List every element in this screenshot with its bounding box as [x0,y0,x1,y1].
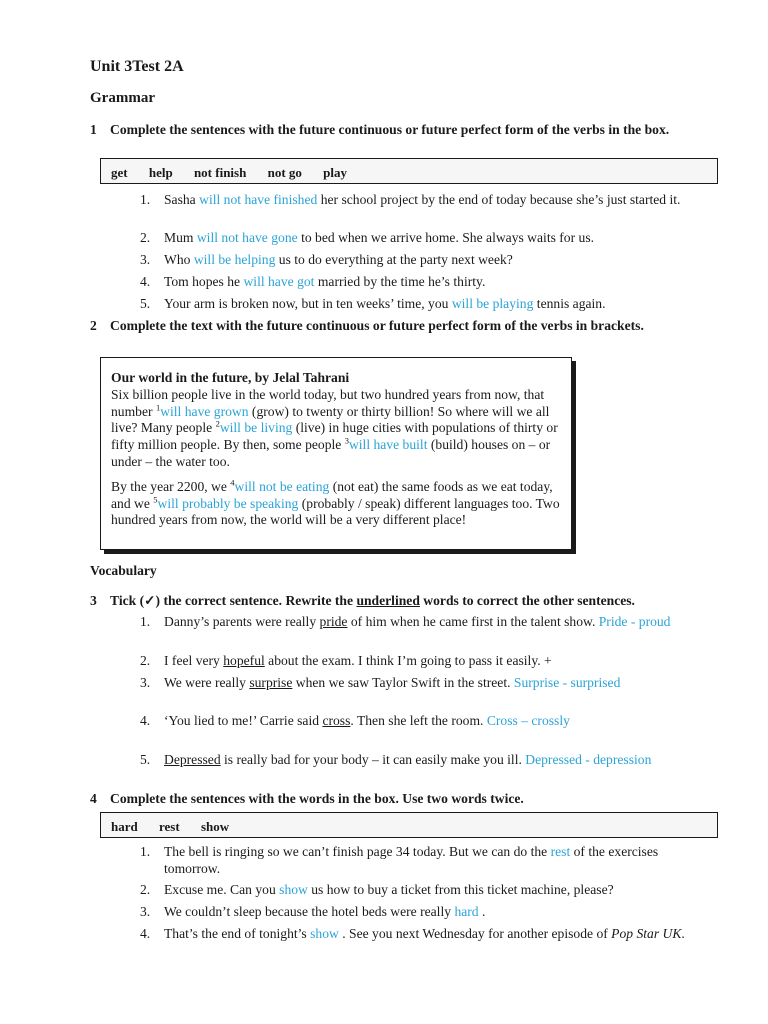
q3-list-item: 3. We were really surprise when we saw Taylor Swift in the street. Surprise - surprised [140,675,621,690]
answer-text: will probably be speaking [157,495,299,511]
text-title: Our world in the future, by Jelal Tahrani [111,370,350,385]
word-box-q1 [100,158,718,184]
tick-mark: ✓ [144,593,156,608]
answer-text: will have grown [160,403,249,419]
answer-text: show [279,882,308,897]
word-box-item: not go [267,165,302,180]
answer-text: Cross – crossly [486,713,570,728]
answer-text: will not have finished [199,192,318,207]
q3-list-item: 5. Depressed is really bad for your body – it can easily make you ill. Depressed - depression [140,752,652,767]
answer-text: will not be eating [234,478,330,494]
answer-text: hard [454,904,479,919]
vocabulary-heading: Vocabulary [90,563,157,578]
q1-list-item: 3. Who will be helping us to do everything at the party next week? [140,252,513,267]
q3-list-item: 1. Danny’s parents were really pride of him when he came first in the talent show. Pride - proud [140,614,671,629]
answer-text: will not have gone [196,230,298,245]
q4-list-item: 1. The bell is ringing so we can’t finish page 34 today. But we can do the rest of the exercises tomorrow. [140,844,659,876]
q1-list-item: 5. Your arm is broken now, but in ten weeks’ time, you will be playing tennis again. [140,296,606,311]
question-1-instruction: 1 Complete the sentences with the future continuous or future perfect form of the verbs in the box. [90,122,670,137]
word-box-q4 [100,812,718,838]
word-box-item: rest [158,819,180,834]
page-title: Unit 3Test 2A [90,58,184,75]
word-box-item: help [148,165,173,180]
q4-list-item: 3. We couldn’t sleep because the hotel beds were really hard . [140,904,486,919]
show-title: Pop Star UK [611,926,682,941]
text-paragraph-2: By the year 2200, we $^4$will not be eating (not eat) the same foods as we eat today, and we $^5$will probably be speaking (probably / speak) different languages too. Two hundred years from now, the world will be a very different place! [111,477,560,528]
answer-text: will be helping [193,252,276,267]
answer-text: Depressed - depression [525,752,652,767]
q3-list-item: 2. I feel very hopeful about the exam. I think I’m going to pass it easily. + [140,653,552,668]
answer-text: Surprise - surprised [513,675,621,690]
q4-list-item: 2. Excuse me. Can you show us how to buy a ticket from this ticket machine, please? [140,882,614,897]
answer-text: will be living [219,420,293,436]
text-paragraph-1: Six billion people live in the world today, but two hundred years from now, that number $^1$will have grown (grow) to twenty or thirty billion! So where will we all live? Many people $^2$will be living (live) in huge cities with populations of thirty or fifty million people. By then, some people $^3$will have built (build) houses on – or under – the water too. [111,386,558,469]
grammar-heading: Grammar [90,90,155,106]
q4-list-item: 4. That’s the end of tonight’s show . See you next Wednesday for another episode of Pop Star UK. [140,926,685,941]
q1-list-item: 4. Tom hopes he will have got married by the time he’s thirty. [140,274,486,289]
answer-text: will have built [348,437,428,453]
word-box-item: show [200,819,230,834]
answer-text: Pride - proud [598,614,671,629]
question-3-instruction: 3 Tick (✓) the correct sentence. Rewrite the underlined words to correct the other sentences. [90,593,635,608]
answer-text: rest [550,844,571,859]
question-4-instruction: 4 Complete the sentences with the words in the box. Use two words twice. [90,791,524,806]
word-box-item: play [323,165,347,180]
reading-text-box [100,357,572,550]
answer-text: will have got [243,274,315,289]
word-box-item: hard [111,819,138,834]
answer-text: show [310,926,339,941]
word-box-item: not finish [193,165,247,180]
word-box-item: get [111,165,128,180]
q1-list-item: 2. Mum will not have gone to bed when we arrive home. She always waits for us. [140,230,595,245]
question-2-instruction: 2 Complete the text with the future continuous or future perfect form of the verbs in brackets. [90,318,644,333]
q3-list-item: 4. ‘You lied to me!’ Carrie said cross. Then she left the room. Cross – crossly [140,713,570,728]
answer-text: will be playing [451,296,534,311]
q1-list-item: 1. Sasha will not have finished her school project by the end of today because she’s just started it. [140,192,681,207]
